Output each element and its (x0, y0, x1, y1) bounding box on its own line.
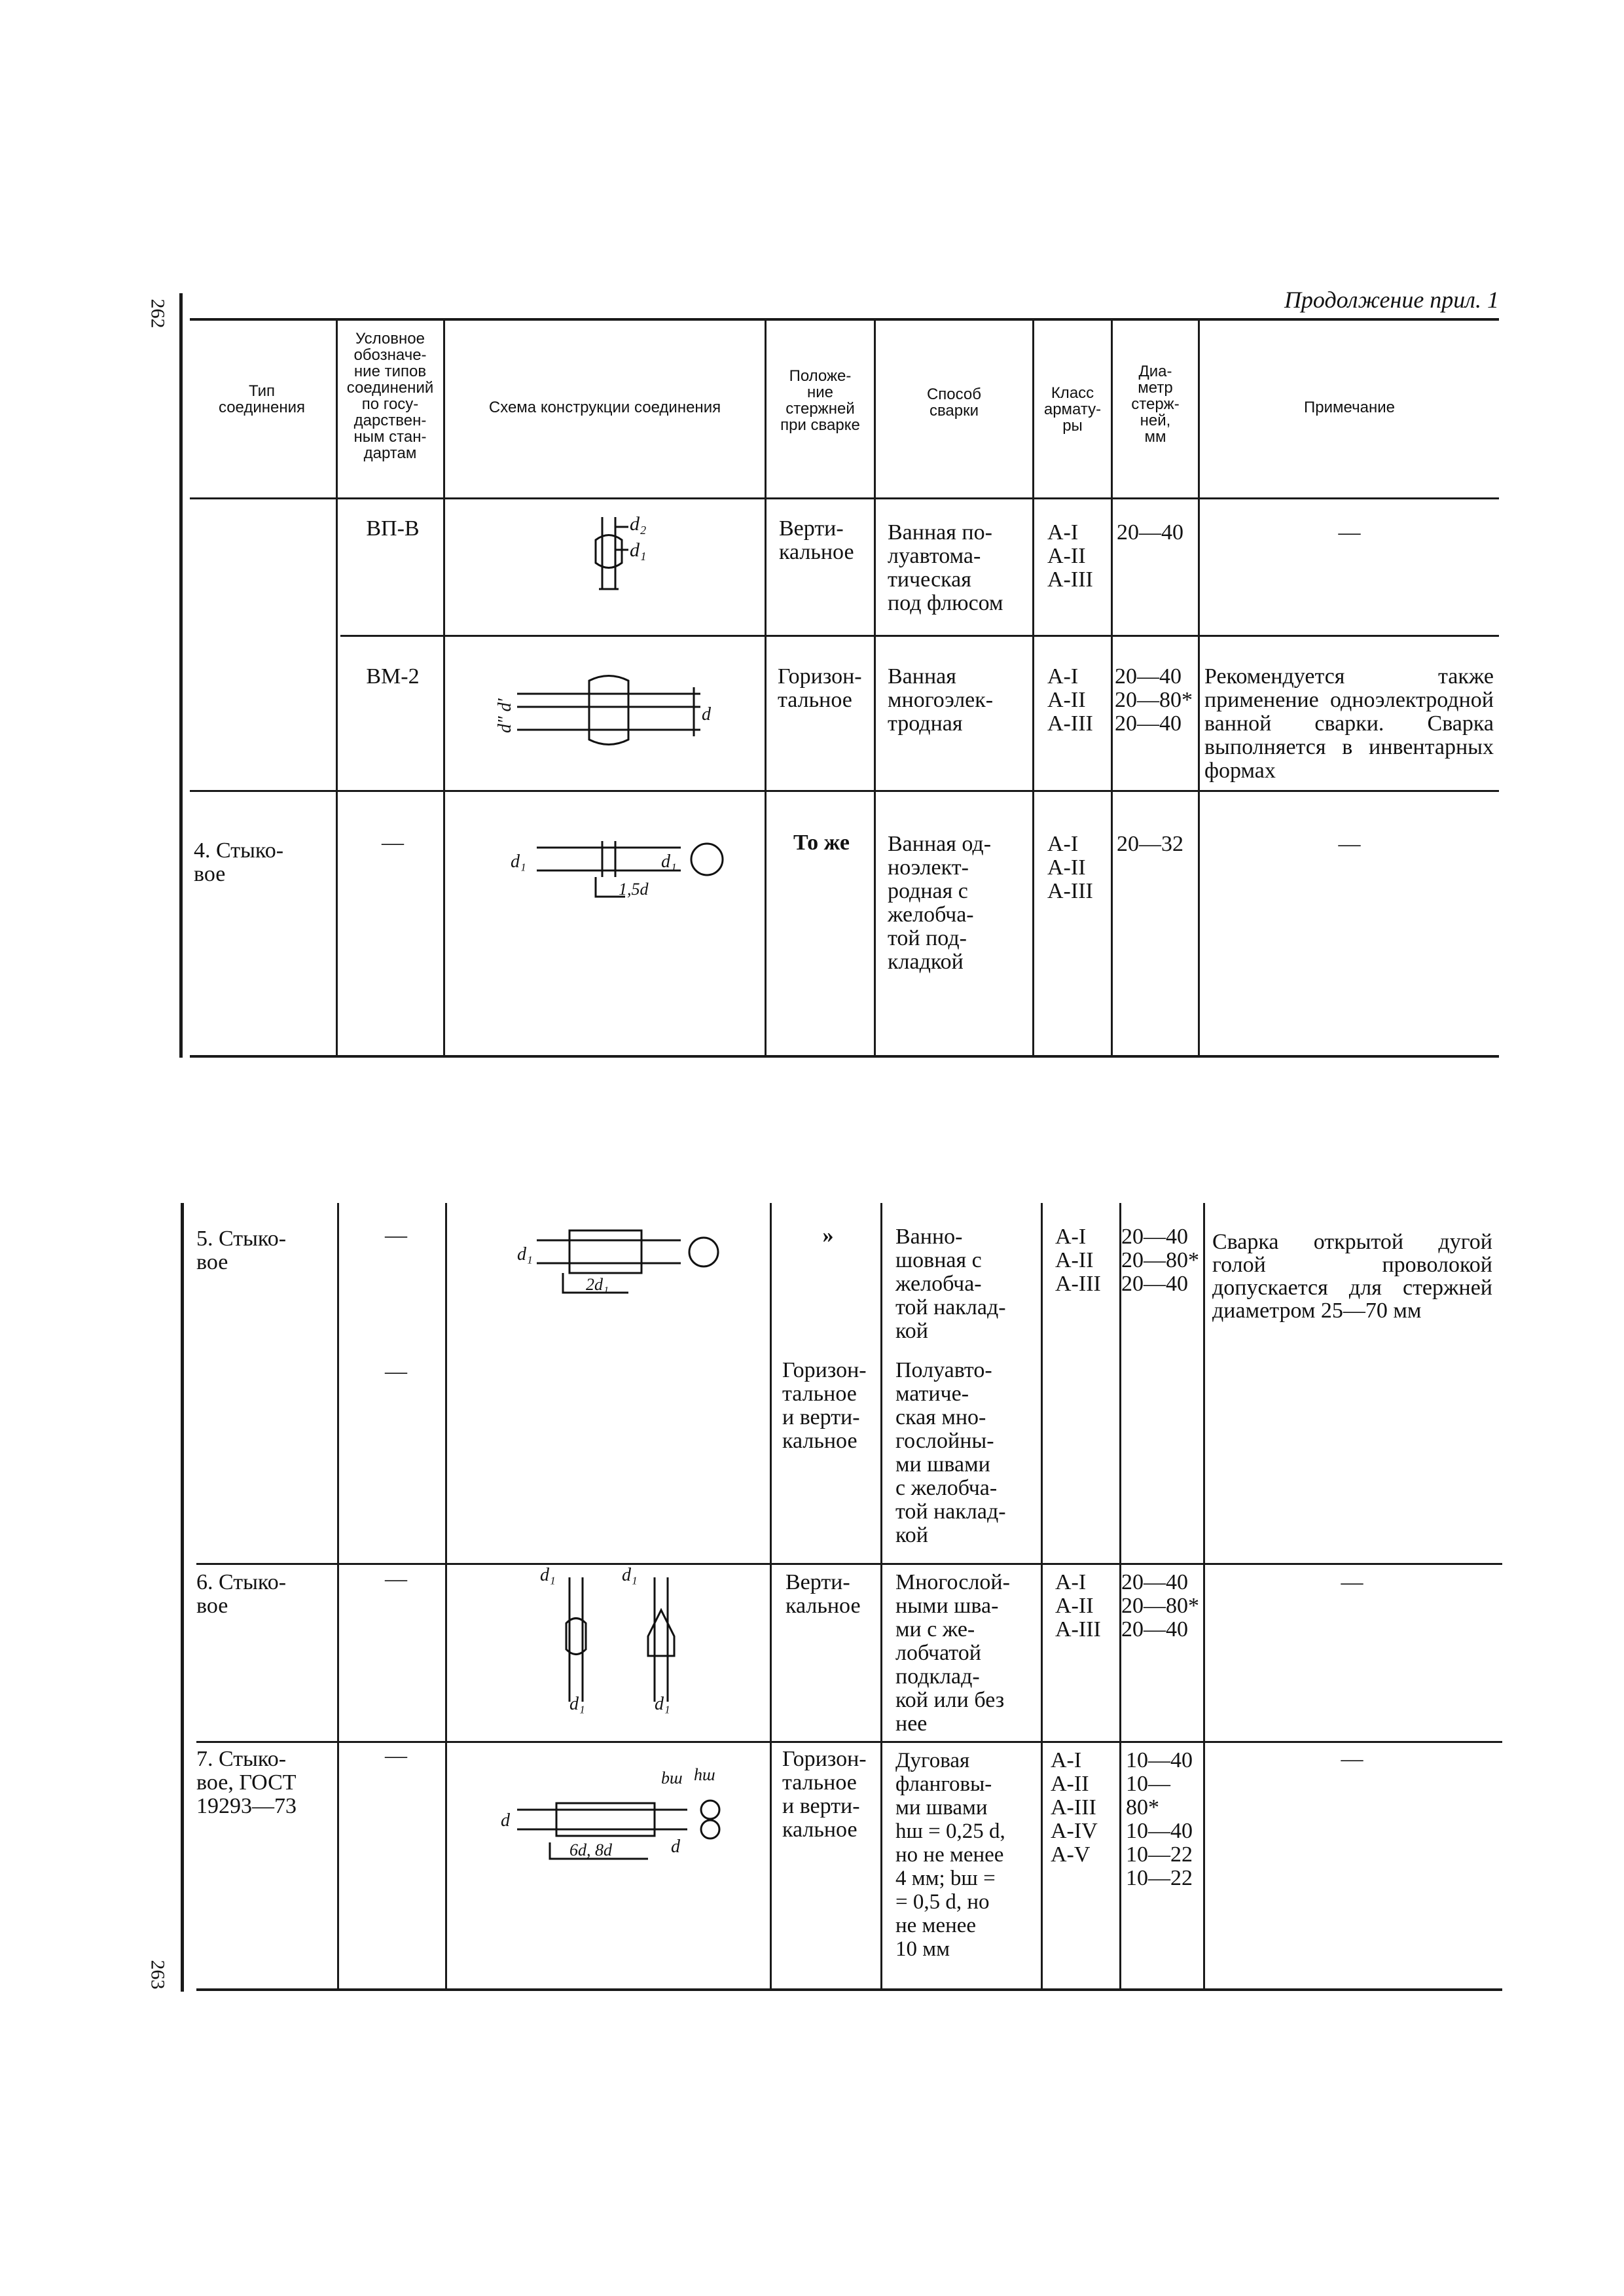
col-line-1-lower (337, 1203, 339, 1988)
bath-weld (589, 676, 628, 745)
position-7: Горизон- тальное и верти- кальное (782, 1747, 867, 1842)
method-6: Многослой- ными шва- ми с же- лобчатой подклад- кой или без нее (895, 1570, 1010, 1736)
note-4: — (1338, 832, 1361, 856)
horizontal-rods (537, 848, 681, 870)
method-vpv: Ванная по- луавтома- тическая под флюсом (888, 520, 1003, 615)
continuation-caption: Продолжение прил. 1 (1284, 287, 1499, 313)
diameter-4: 20—32 (1117, 832, 1183, 856)
designation-vpv: ВП-В (366, 516, 420, 541)
scheme-4-drawing (511, 821, 733, 906)
scheme-vpv-drawing (563, 511, 661, 602)
label-d1-left: d₁ (511, 852, 526, 872)
label-d1-bl: d₁ (569, 1694, 585, 1714)
designation-6: — (385, 1567, 407, 1591)
col-line-4-lower (880, 1203, 882, 1988)
col-line-7-lower (1203, 1203, 1205, 1988)
rod-right (655, 1577, 668, 1702)
label-d1-right: d₁ (661, 852, 677, 872)
scheme-5-drawing (517, 1221, 727, 1299)
type-4: 4. Стыко- вое (194, 838, 284, 886)
designation-7: — (385, 1744, 407, 1768)
horizontal-rods (517, 694, 700, 730)
position-vpv: Верти- кальное (779, 516, 854, 564)
type-5: 5. Стыко- вое (196, 1227, 287, 1274)
designation-vm2: ВМ-2 (366, 664, 420, 689)
weld-right (648, 1610, 674, 1656)
joint (602, 841, 615, 877)
note-vpv: — (1338, 520, 1361, 545)
flank-welds (556, 1803, 655, 1836)
row-divider-5 (196, 1563, 1502, 1565)
table-top-rule (190, 318, 1499, 321)
header-bottom-rule (190, 497, 1499, 499)
vertical-rods (602, 517, 615, 589)
label-b: bш (661, 1768, 683, 1787)
type-6: 6. Стыко- вое (196, 1570, 287, 1618)
method-4: Ванная од- ноэлект- родная с желобча- той под- кладкой (888, 832, 992, 974)
rod-left (569, 1577, 583, 1702)
type-7: 7. Стыко- вое, ГОСТ 19293—73 (196, 1747, 297, 1818)
header-diameter: Диа- метр стерж- ней, мм (1131, 363, 1180, 446)
row-divider-6 (196, 1741, 1502, 1743)
label-d2: d₂ (630, 513, 647, 535)
note-6: — (1341, 1570, 1363, 1594)
header-method: Способ сварки (926, 386, 982, 420)
label-6d-8d: 6d, 8d (569, 1840, 612, 1859)
diameter-6: 20—40 20—80* 20—40 (1121, 1570, 1199, 1641)
position-vm2: Горизон- тальное (778, 664, 862, 712)
method-5b: Полуавто- матиче- ская мно- гослойны- ми швами с желобча- той наклад- кой (895, 1358, 1006, 1547)
bath-weld (596, 535, 622, 568)
designation-4: — (382, 831, 404, 855)
class-7: А-I А-II А-III А-IV А-V (1051, 1748, 1098, 1867)
class-4: А-I А-II А-III (1047, 832, 1093, 903)
header-designation: Условное обозначе- ние типов соединений по госу- дарствен- ным стан- дартам (346, 330, 434, 462)
position-5: » (822, 1223, 834, 1247)
scheme-7-drawing (497, 1761, 759, 1872)
horizontal-rods (517, 1810, 687, 1829)
label-1-5d: 1,5d (619, 880, 649, 899)
label-d1-br: d₁ (655, 1694, 670, 1714)
row-divider-vpv (340, 635, 1499, 637)
section-circle (691, 844, 723, 875)
method-5: Ванно- шовная с желобча- той наклад- кой (895, 1225, 1006, 1343)
class-vpv: А-I А-II А-III (1047, 520, 1093, 592)
label-d1-tl: d₁ (540, 1565, 556, 1585)
upper-table-bottom-rule (190, 1055, 1499, 1058)
page-number-bottom: 263 (147, 1960, 169, 1990)
col-line-2-lower (445, 1203, 447, 1988)
note-7: — (1341, 1747, 1363, 1771)
label-d1: d₁ (630, 539, 647, 561)
position-4: То же (793, 831, 850, 855)
col-line-5-lower (1041, 1203, 1043, 1988)
diameter-vpv: 20—40 (1117, 520, 1183, 545)
class-vm2: А-I А-II А-III (1047, 664, 1093, 736)
note-5: Сварка открытой дугой голой проволокой допускается для стержней диаметром 25—70 мм (1212, 1230, 1492, 1323)
label-2d1: 2d₁ (586, 1275, 609, 1294)
label-d-right: d (671, 1837, 680, 1857)
label-d-left: d (501, 1810, 510, 1831)
position-6: Верти- кальное (785, 1570, 861, 1618)
header-type: Тип соединения (218, 382, 306, 416)
diameter-7: 10—40 10—80* 10—40 10—22 10—22 (1126, 1748, 1193, 1890)
header-scheme: Схема конструкции соединения (488, 399, 721, 416)
section-circle (689, 1238, 718, 1266)
row-divider-vm2 (190, 790, 1499, 792)
header-note: Примечание (1304, 399, 1395, 416)
class-5: А-I А-II А-III (1055, 1225, 1101, 1296)
left-binding-rule-lower (181, 1203, 184, 1992)
overlay-plate (569, 1230, 641, 1273)
col-line-3-lower (770, 1203, 772, 1988)
col-line-7 (1198, 318, 1200, 1058)
label-d: d (702, 704, 711, 725)
designation-5: — (385, 1223, 407, 1247)
scheme-6-drawing (530, 1564, 700, 1721)
diameter-vm2: 20—40 20—80* 20—40 (1115, 664, 1193, 736)
page-number-top: 262 (147, 298, 169, 329)
method-7: Дуговая фланговы- ми швами hш = 0,25 d, но не менее 4 мм; bш = = 0,5 d, но не менее 10 мм (895, 1749, 1005, 1961)
label-d1-tr: d₁ (622, 1565, 638, 1585)
section-circle-2 (701, 1820, 719, 1839)
horizontal-rods (537, 1240, 681, 1263)
label-h: hш (694, 1765, 715, 1784)
header-position: Положе- ние стержней при сварке (780, 367, 860, 434)
designation-5b: — (385, 1359, 407, 1384)
class-6: А-I А-II А-III (1055, 1570, 1101, 1641)
note-vm2: Рекомендуется также применение одноэлектродной ванной сварки. Сварка выполняется в инвентарных формах (1204, 664, 1494, 783)
label-d-double: d″ d′ (495, 698, 515, 733)
scheme-vm2-drawing (497, 668, 720, 753)
label-d1: d₁ (517, 1244, 533, 1265)
header-class: Класс армату- ры (1043, 384, 1102, 435)
left-binding-rule (179, 293, 183, 1058)
lower-table-bottom-rule (196, 1988, 1502, 1991)
section-circle-1 (701, 1801, 719, 1819)
position-5b: Горизон- тальное и верти- кальное (782, 1358, 867, 1453)
method-vm2: Ванная многоэлек- тродная (888, 664, 994, 736)
col-line-4 (874, 318, 876, 1058)
diameter-5: 20—40 20—80* 20—40 (1121, 1225, 1199, 1296)
